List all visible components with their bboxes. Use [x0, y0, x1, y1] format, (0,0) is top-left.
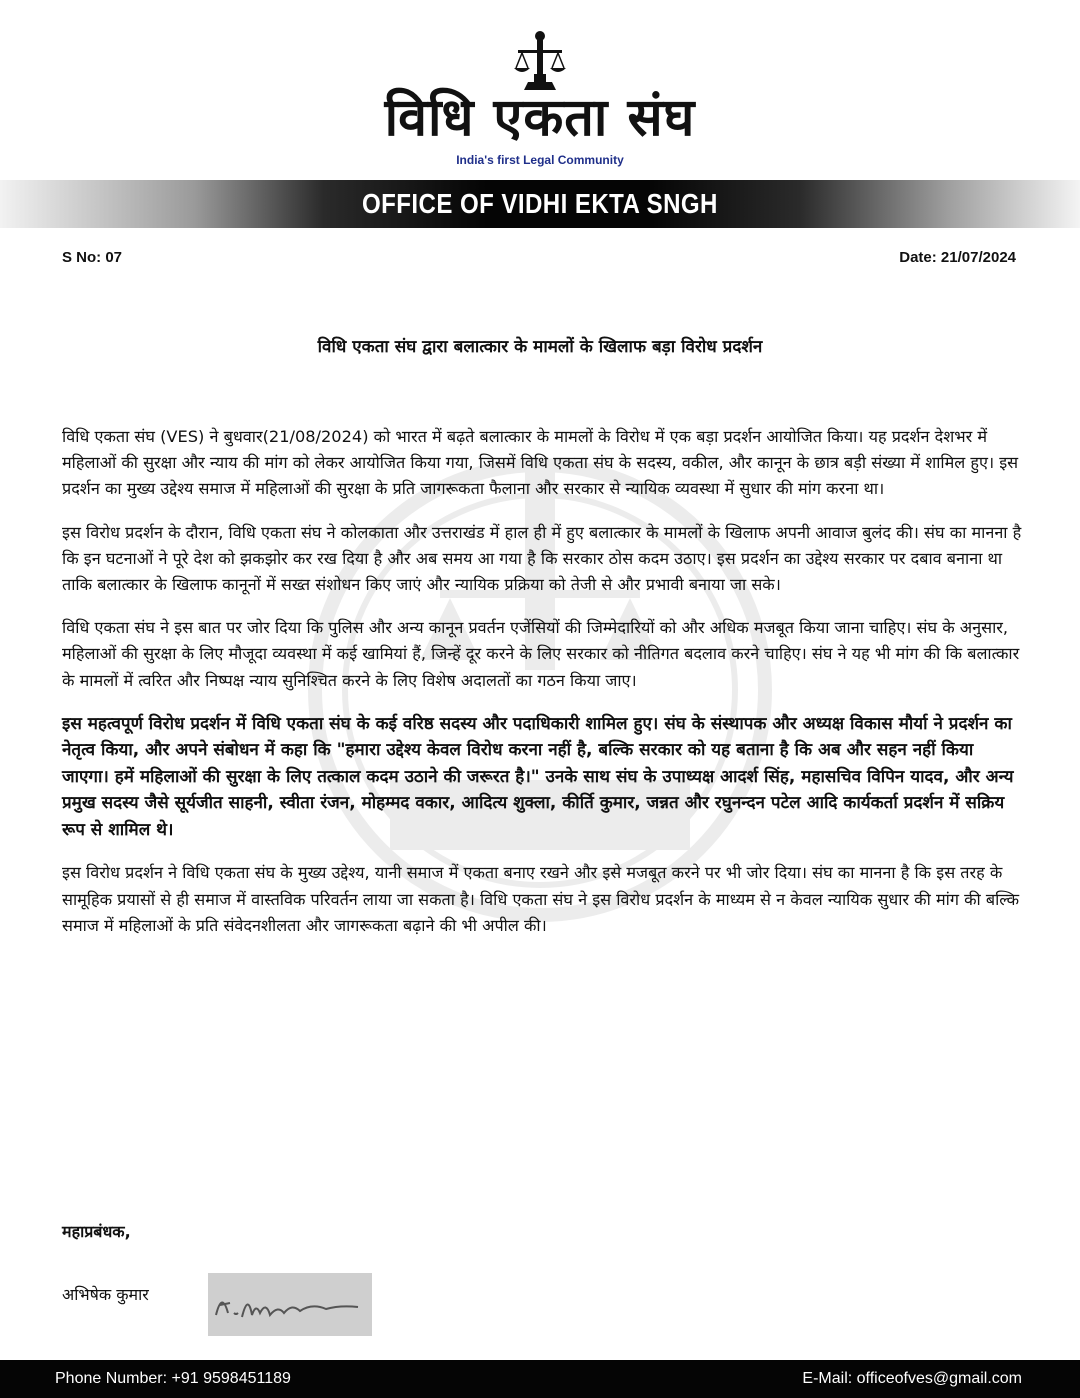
scales-of-justice-logo: [512, 30, 568, 92]
office-banner: [0, 180, 1080, 228]
paragraph-4: इस महत्वपूर्ण विरोध प्रदर्शन में विधि एकता संघ के कई वरिष्ठ सदस्य और पदाधिकारी शामिल हुए। संघ के संस्थापक और अध्यक्ष विकास मौर्या ने प्रदर्शन का नेतृत्व किया, और अपने संबोधन में कहा कि "हमारा उद्देश्य केवल विरोध करना नहीं है, बल्कि सरकार को यह बताना है कि अब और सहन नहीं किया जाएगा। हमें महिलाओं की सुरक्षा के लिए तत्काल कदम उठाने की जरूरत है।" उनके साथ संघ के उपाध्यक्ष आदर्श सिंह, महासचिव विपिन यादव, और अन्य प्रमुख सदस्य जैसे सूर्यजीत साहनी, स्वीता रंजन, मोहम्मद वकार, आदित्य शुक्ला, कीर्ति कुमार, जन्नत और रघुनन्दन पटेल आदि कार्यकर्ता प्रदर्शन में सक्रिय रूप से शामिल थे।: [62, 713, 1014, 840]
paragraph-1: विधि एकता संघ (VES) ने बुधवार(21/08/2024) को भारत में बढ़ते बलात्कार के मामलों के विरोध में एक बड़ा प्रदर्शन आयोजित किया। यह प्रदर्शन देशभर में महिलाओं की सुरक्षा और न्याय की मांग को लेकर आयोजित किया गया, जिसमें विधि एकता संघ के सदस्य, वकील, और कानून के छात्र बड़ी संख्या में शामिल हुए। इस प्रदर्शन का मुख्य उद्देश्य समाज में महिलाओं की सुरक्षा के प्रति जागरूकता फैलाना और सरकार से न्यायिक व्यवस्था में सुधार की मांग करना था।: [62, 427, 1019, 499]
signer-name: अभिषेक कुमार: [62, 1285, 149, 1304]
letterhead: [0, 0, 1080, 180]
paragraph-3: विधि एकता संघ ने इस बात पर जोर दिया कि पुलिस और अन्य कानून प्रवर्तन एजेंसियों की जिम्मेदारियों को और अधिक मजबूत किया जाना चाहिए। संघ के अनुसार, महिलाओं की सुरक्षा के लिए मौजूदा व्यवस्था में कई खामियां हैं, जिन्हें दूर करने के लिए सरकार को नीतिगत बदलाव करने चाहिए। संघ ने यह भी मांग की कि बलात्कार के मामलों में त्वरित और निष्पक्ष न्याय सुनिश्चित करने के लिए विशेष अदालतों का गठन किया जाए।: [62, 618, 1020, 690]
phone-number: Phone Number: +91 9598451189: [55, 1370, 291, 1387]
tagline: India's first Legal Community: [456, 153, 624, 167]
footer-bar: [0, 1360, 1080, 1398]
signoff-designation: महाप्रबंधक,: [62, 1222, 131, 1241]
paragraph-5: इस विरोध प्रदर्शन ने विधि एकता संघ के मुख्य उद्देश्य, यानी समाज में एकता बनाए रखने और इसे मजबूत करने पर भी जोर दिया। संघ का मानना है कि इस तरह के सामूहिक प्रयासों से ही समाज में वास्तविक परिवर्तन लाया जा सकता है। विधि एकता संघ ने इस विरोध प्रदर्शन के माध्यम से न केवल न्यायिक सुधार की मांग की बल्कि समाज में महिलाओं के प्रति संवेदनशीलता और जागरूकता बढ़ाने की भी अपील की।: [62, 863, 1020, 935]
letter-body: [62, 424, 1022, 956]
email-address: E-Mail: officeofves@gmail.com: [802, 1370, 1022, 1387]
banner-text: OFFICE OF VIDHI EKTA SNGH: [362, 188, 718, 219]
serial-number: S No: 07: [62, 249, 123, 266]
letter-title: विधि एकता संघ द्वारा बलात्कार के मामलों के खिलाफ बड़ा विरोध प्रदर्शन: [317, 337, 763, 357]
signature-image: [208, 1273, 372, 1336]
paragraph-2: इस विरोध प्रदर्शन के दौरान, विधि एकता संघ ने कोलकाता और उत्तराखंड में हाल ही में हुए बलात्कार के मामलों के खिलाफ अपनी आवाज बुलंद की। संघ का मानना है कि इन घटनाओं ने पूरे देश को झकझोर कर रख दिया है और अब समय आ गया है कि सरकार ठोस कदम उठाए। इस प्रदर्शन का उद्देश्य सरकार पर दबाव बनाना था ताकि बलात्कार के खिलाफ कानूनों में सख्त संशोधन किए जाएं और न्यायिक प्रक्रिया को तेजी से और प्रभावी बनाया जा सके।: [62, 522, 1022, 595]
org-name: विधि एकता संघ: [384, 88, 696, 148]
letter-date: Date: 21/07/2024: [899, 249, 1016, 266]
